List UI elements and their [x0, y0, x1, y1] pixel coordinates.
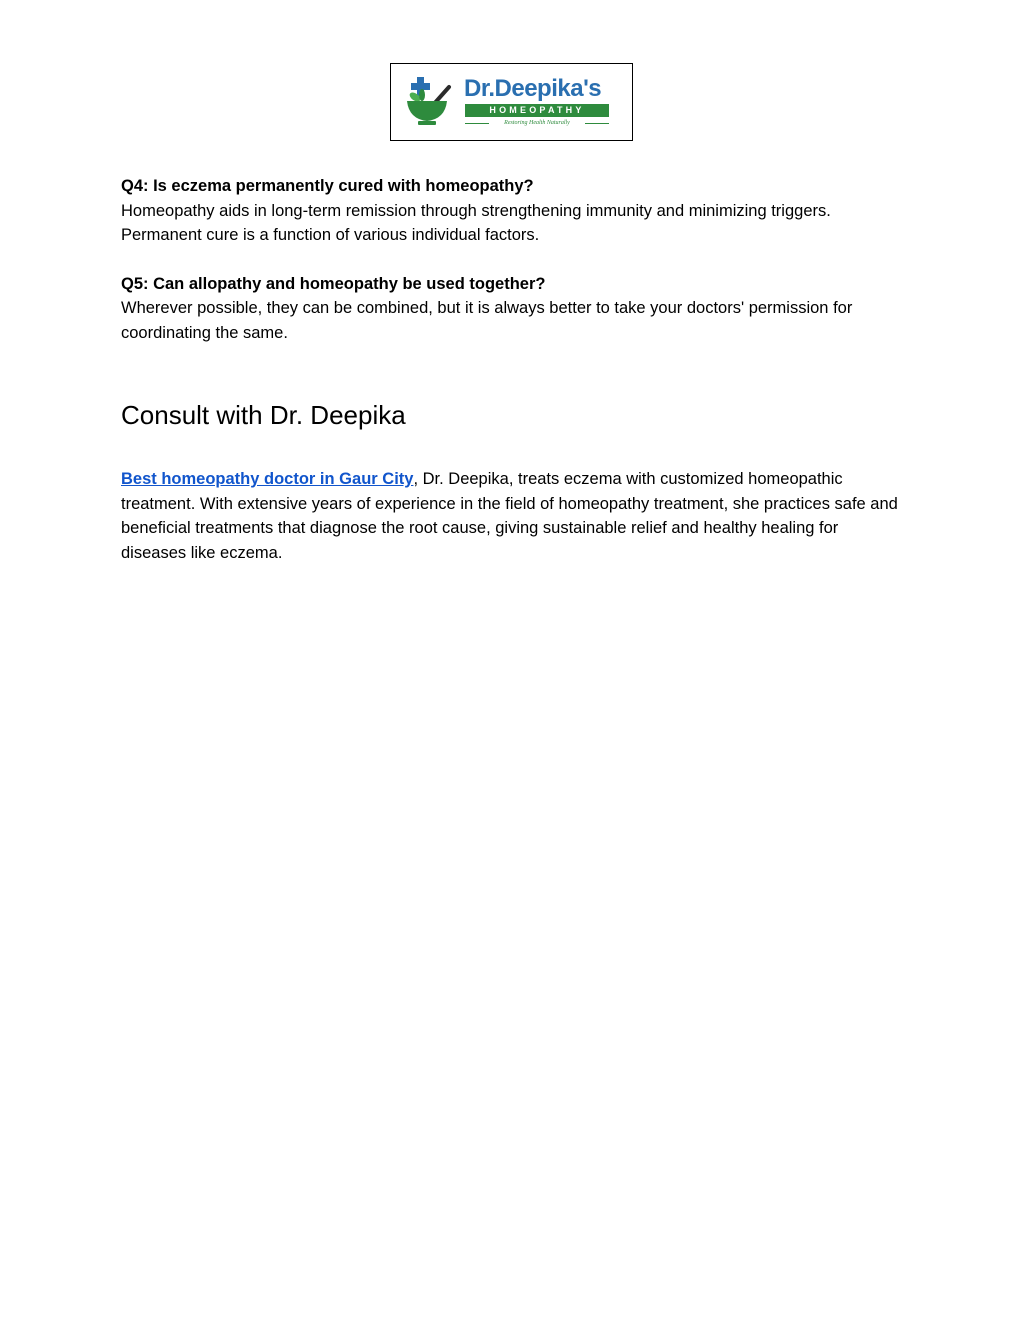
brand-tagline: Restoring Health Naturally: [504, 120, 570, 126]
document-content: [121, 174, 901, 562]
faq-answer: Homeopathy aids in long-term remission through strengthening immunity and minimizing triggers. Permanent cure is a function of various individual factors.: [121, 201, 831, 244]
consult-paragraph: [121, 467, 901, 565]
faq-question: Q4: Is eczema permanently cured with homeopathy?: [121, 177, 534, 195]
doctor-link[interactable]: Best homeopathy doctor in Gaur City: [121, 470, 414, 488]
faq-item-q5: [121, 272, 901, 346]
brand-subtitle-bar: HOMEOPATHY: [465, 104, 609, 117]
mortar-pestle-icon: [403, 75, 461, 131]
faq-item-q4: [121, 174, 901, 248]
clinic-logo: [390, 63, 633, 141]
faq-question: Q5: Can allopathy and homeopathy be used together?: [121, 274, 546, 293]
section-heading: Consult with Dr. Deepika: [121, 400, 406, 430]
faq-answer: Wherever possible, they can be combined, but it is always better to take your doctors' permission for coordinating the same.: [121, 299, 853, 342]
consult-body-text: , Dr. Deepika, treats eczema with customized homeopathic treatment. With extensive years of experience in the field of homeopathy treatment, she practices safe and beneficial treatments that diagnose the root cause, giving sustainable relief and healthy healing for diseases like eczema.: [121, 470, 898, 562]
tagline-divider-right: [585, 123, 609, 124]
brand-name: Dr.Deepika's: [464, 75, 602, 102]
